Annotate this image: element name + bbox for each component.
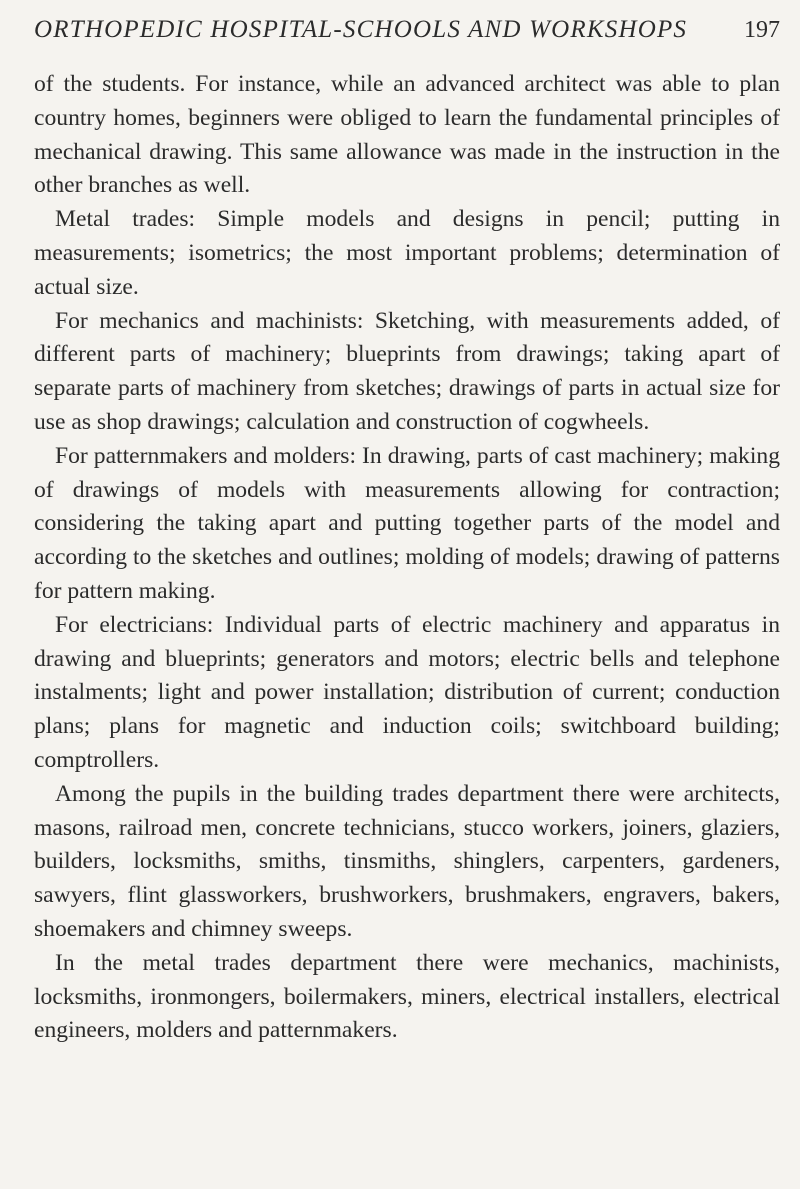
paragraph: of the students. For instance, while an advanced architect was able to plan country homes, beginners were obliged to learn the fundamental principles of mechanical drawing. This same allowance was made in the instruction in the other branches as well. <box>34 71 780 199</box>
paragraph: For patternmakers and molders: In drawing, parts of cast machinery; making of drawings of models with measurements allowing for contraction; considering the taking apart and putting together parts of the model and according to the sketches and outlines; molding of models; drawing of patterns for pattern making. <box>34 442 780 604</box>
paragraph: Among the pupils in the building trades department there were architects, masons, railroad men, concrete technicians, stucco workers, joiners, glaziers, builders, locksmiths, smiths, tinsmiths, shinglers, carpenters, gardeners, sawyers, flint glassworkers, brushworkers, brushmakers, engravers, bakers, shoemakers and chimney sweeps. <box>34 780 780 942</box>
paragraph: Metal trades: Simple models and designs in pencil; putting in measurements; isometrics; the most important problems; determination of actual size. <box>34 206 780 300</box>
paragraph: For electricians: Individual parts of electric machinery and apparatus in drawing and blueprints; generators and motors; electric bells and telephone instalments; light and power installation; distribution of current; conduction plans; plans for magnetic and induction coils; switchboard building; comptrollers. <box>34 611 780 773</box>
running-head <box>34 14 780 46</box>
paragraph: For mechanics and machinists: Sketching, with measurements added, of different parts of machinery; blueprints from drawings; taking apart of separate parts of machinery from sketches; drawings of parts in actual size for use as shop drawings; calculation and construction of cogwheels. <box>34 307 780 435</box>
paragraph: In the metal trades department there were mechanics, machinists, locksmiths, ironmongers, boilermakers, miners, electrical installers, electrical engineers, molders and patternmakers. <box>34 949 780 1044</box>
body-text <box>34 68 780 1048</box>
book-page <box>34 14 780 1048</box>
running-title: ORTHOPEDIC HOSPITAL-SCHOOLS AND WORKSHOPS <box>34 16 688 43</box>
page-number: 197 <box>744 17 780 43</box>
